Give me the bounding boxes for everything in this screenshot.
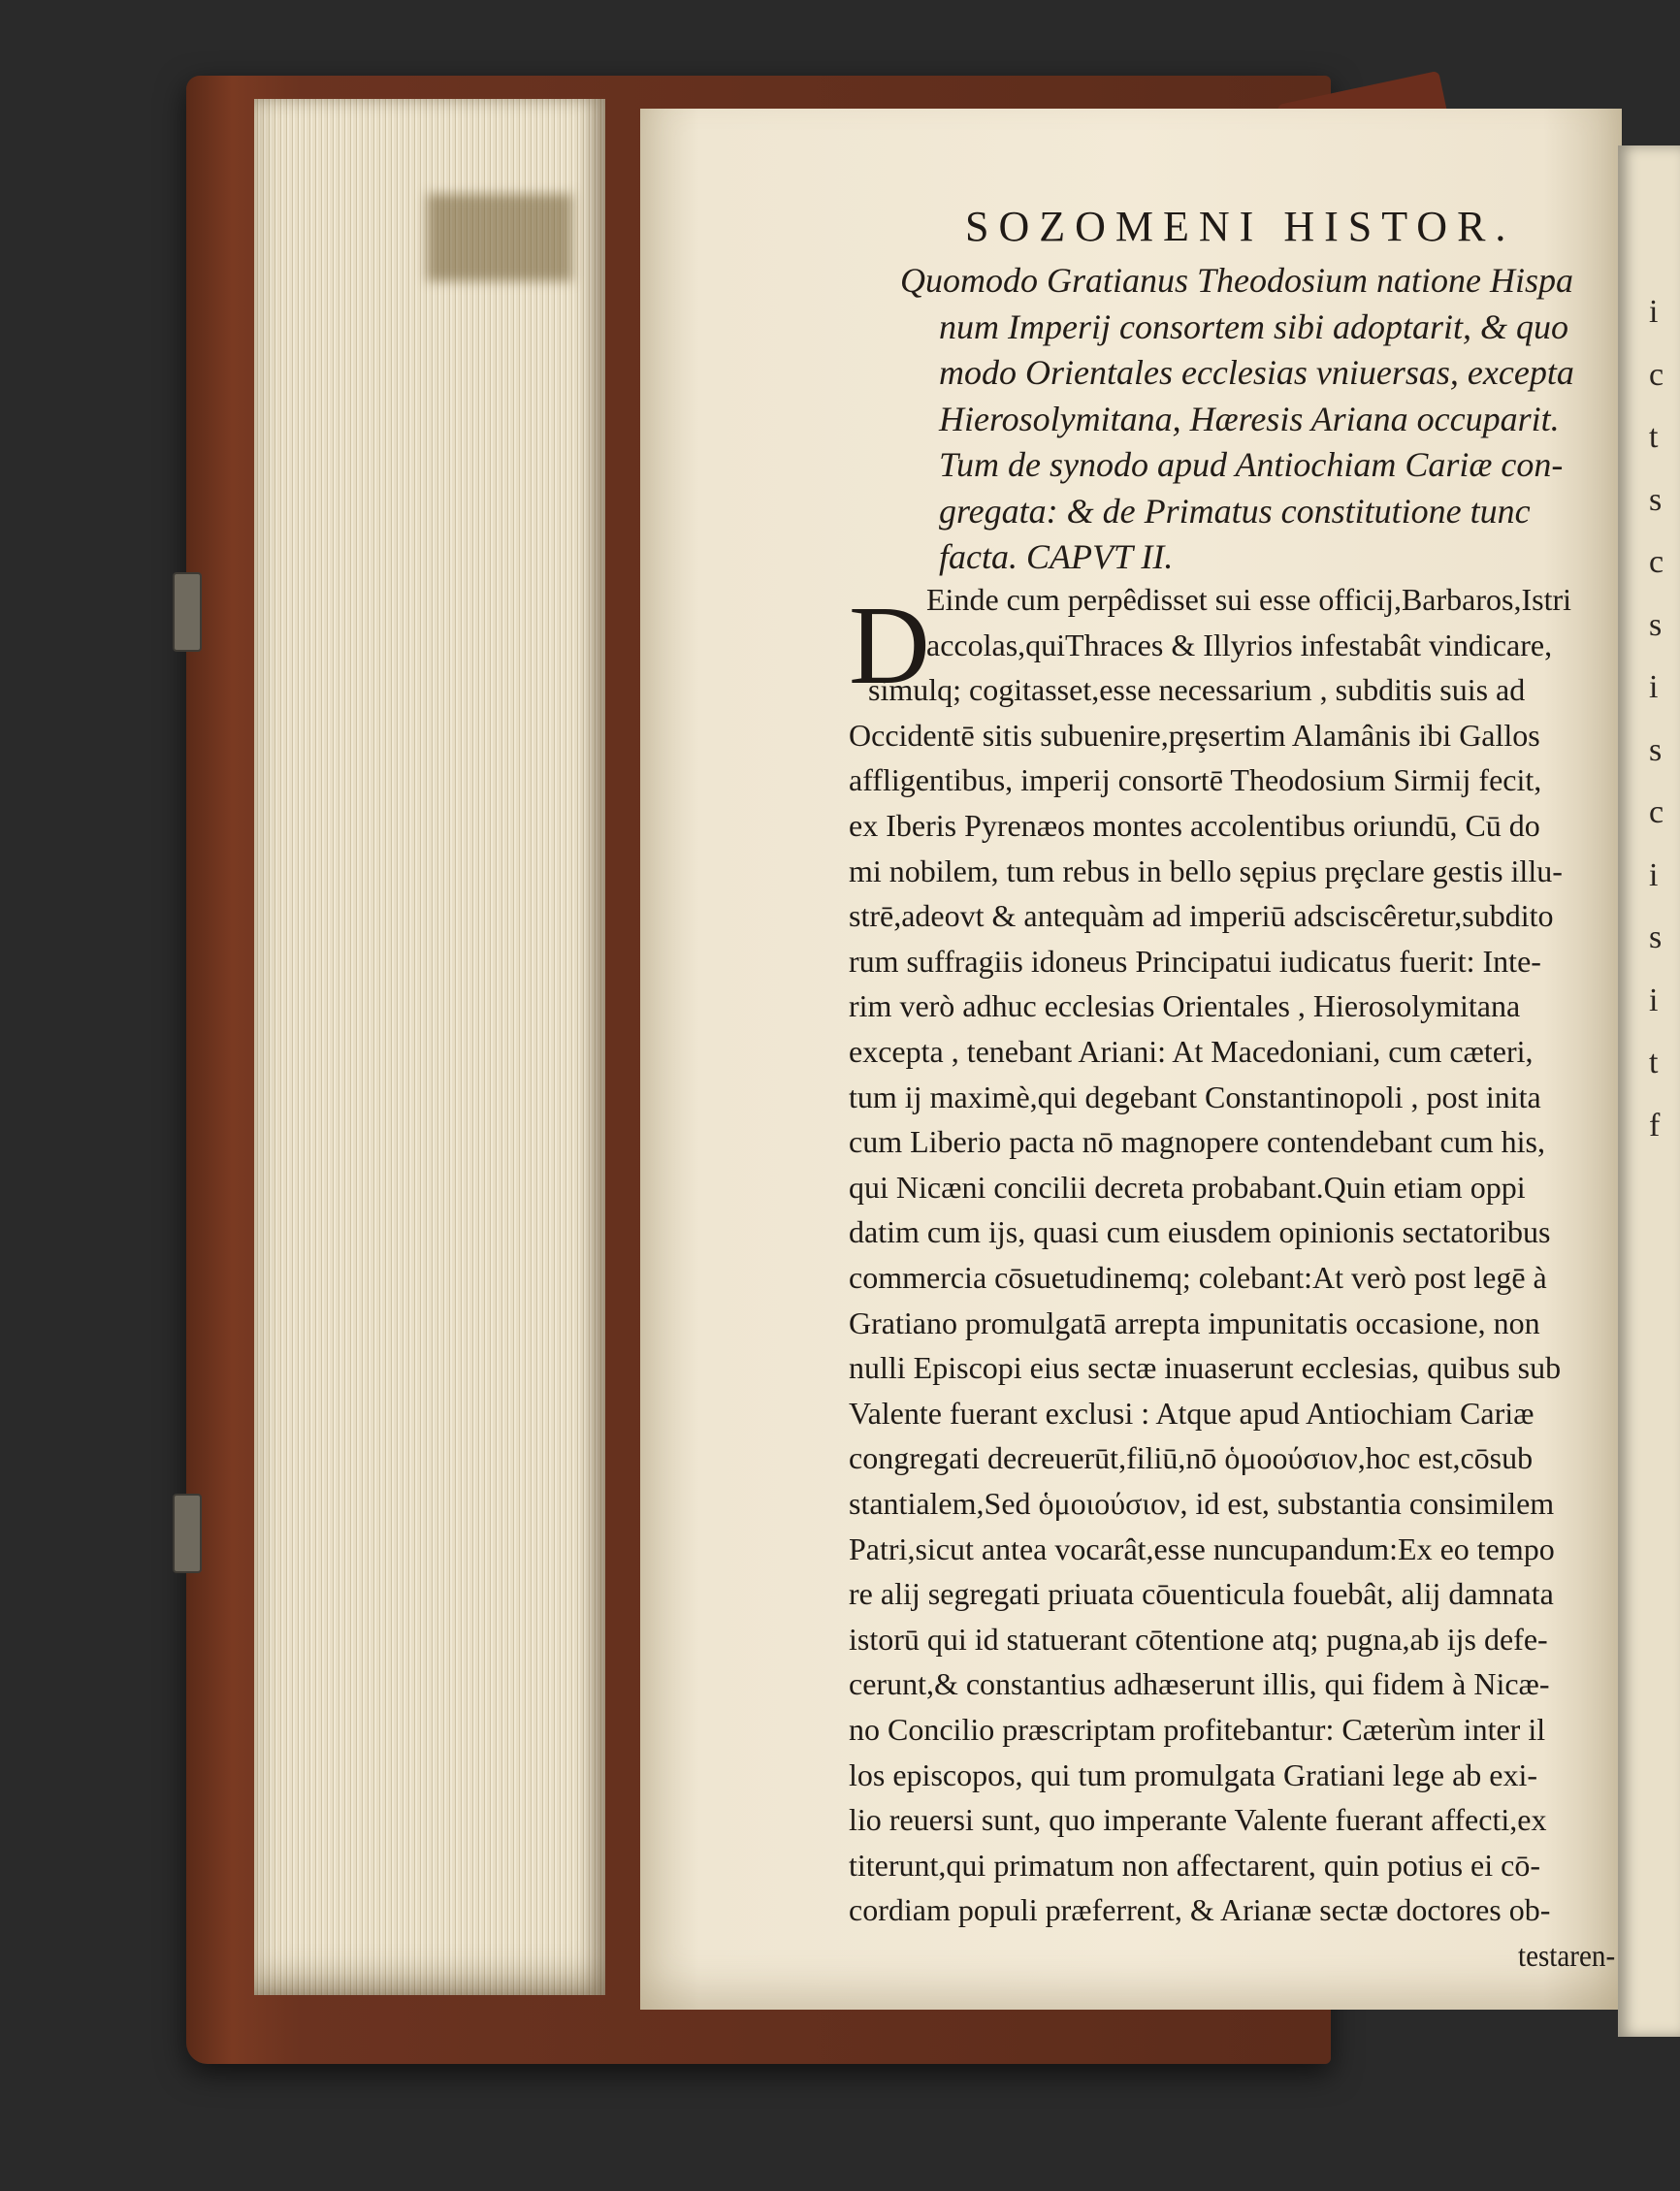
facing-letter: c	[1649, 356, 1664, 393]
facing-letter: f	[1649, 1107, 1661, 1144]
facing-letter: i	[1649, 856, 1659, 893]
body-line: rum suffragiis idoneus Principatui iudicatus fuerit: Inte-	[849, 943, 1541, 979]
facing-letter: s	[1649, 731, 1663, 768]
body-line: rim verò adhuc ecclesias Orientales , Hierosolymitana	[849, 988, 1521, 1024]
body-line: Patri,sicut antea vocarât,esse nuncupandum:Ex eo tempo	[849, 1530, 1555, 1566]
facing-letter: s	[1649, 606, 1663, 643]
body-line: datim cum ijs, quasi cum eiusdem opinionis sectatoribus	[849, 1214, 1551, 1250]
body-line: qui Nicæni concilii decreta probabant.Quin etiam oppi	[849, 1169, 1526, 1205]
facing-page-letters	[1649, 281, 1680, 1157]
body-line: Einde cum perpêdisset sui esse officij,Barbaros,Istri	[926, 582, 1572, 617]
body-line: Occidentē sitis subuenire,prȩsertim Alamânis ibi Gallos	[849, 717, 1540, 753]
body-line: accolas,quiThraces & Illyrios infestabât vindicare,	[926, 627, 1553, 662]
body-line: tum ij maximè,qui degebant Constantinopoli , post inita	[849, 1079, 1541, 1114]
page-block-edge	[254, 99, 605, 1995]
facing-letter: c	[1649, 544, 1664, 580]
body-line: cordiam populi præferrent, & Arianæ sectæ doctores ob-	[849, 1892, 1551, 1928]
facing-letter: t	[1649, 419, 1659, 455]
heading-line: modo Orientales ecclesias vniuersas, excepta	[939, 353, 1574, 392]
heading-line: Hierosolymitana, Hæresis Ariana occuparit.	[939, 399, 1560, 438]
body-line: titerunt,qui primatum non affectarent, quin potius ei cō-	[849, 1847, 1540, 1883]
body-line: Gratiano promulgatā arrepta impunitatis occasione, non	[849, 1305, 1540, 1340]
body-line: stantialem,Sed ὁμοιούσιον, id est, substantia consimilem	[849, 1486, 1555, 1521]
body-line: re alij segregati priuata cōuenticula fouebât, alij damnata	[849, 1576, 1554, 1612]
body-line: lio reuersi sunt, quo imperante Valente fuerant affecti,ex	[849, 1802, 1547, 1838]
facing-letter: s	[1649, 481, 1663, 518]
facing-letter: s	[1649, 919, 1663, 955]
body-line: mi nobilem, tum rebus in bello sępius prȩclare gestis illu-	[849, 853, 1563, 888]
facing-letter: t	[1649, 1045, 1659, 1080]
facing-letter: i	[1649, 982, 1659, 1018]
body-line: ex Iberis Pyrenæos montes accolentibus oriundū, Cū do	[849, 808, 1540, 843]
heading-line: Quomodo Gratianus Theodosium natione Hispa	[900, 261, 1574, 300]
body-line: simulq; cogitasset,esse necessarium , subditis suis ad	[868, 672, 1526, 708]
body-line: cerunt,& constantius adhæserunt illis, qui fidem à Nicæ-	[849, 1666, 1550, 1702]
facing-letter: i	[1649, 669, 1659, 705]
body-line: los episcopos, qui tum promulgata Gratiani lege ab exi-	[849, 1756, 1538, 1792]
body-line: excepta , tenebant Ariani: At Macedoniani, cum cæteri,	[849, 1034, 1534, 1069]
body-line: testaren-	[1518, 1938, 1616, 1973]
body-line: cum Liberio pacta nō magnopere contendebant cum his,	[849, 1124, 1545, 1160]
clasp-bottom	[173, 1494, 202, 1573]
body-line: no Concilio præscriptam profitebantur: Cæterùm inter il	[849, 1712, 1546, 1747]
facing-letter: c	[1649, 794, 1664, 830]
heading-line: num Imperij consortem sibi adoptarit, & quo	[939, 306, 1568, 346]
heading-line: facta. CAPVT II.	[939, 537, 1174, 576]
body-line: nulli Episcopi eius sectæ inuaserunt ecclesias, quibus sub	[849, 1350, 1562, 1386]
body-line: strē,adeovt & antequàm ad imperiū adsciscêretur,subdito	[849, 898, 1554, 934]
running-head: SOZOMENI HISTOR.	[965, 203, 1516, 250]
body-line: congregati decreuerūt,filiū,nō ὁμοούσιον,hoc est,cōsub	[849, 1440, 1534, 1476]
heading-line: Tum de synodo apud Antiochiam Cariæ con-	[939, 445, 1564, 484]
edge-stain	[427, 194, 572, 281]
body-line: commercia cōsuetudinemq; colebant:At verò post legē à	[849, 1260, 1547, 1295]
body-line: Valente fuerant exclusi : Atque apud Antiochiam Cariæ	[849, 1395, 1535, 1431]
facing-letter: i	[1649, 294, 1659, 330]
body-line: istorū qui id statuerant cōtentione atq; pugna,ab ijs defe-	[849, 1621, 1548, 1657]
clasp-top	[173, 572, 202, 652]
drop-cap: D	[849, 584, 930, 708]
body-line: affligentibus, imperij consortē Theodosium Sirmij fecit,	[849, 762, 1542, 798]
heading-line: gregata: & de Primatus constitutione tunc	[939, 491, 1531, 531]
